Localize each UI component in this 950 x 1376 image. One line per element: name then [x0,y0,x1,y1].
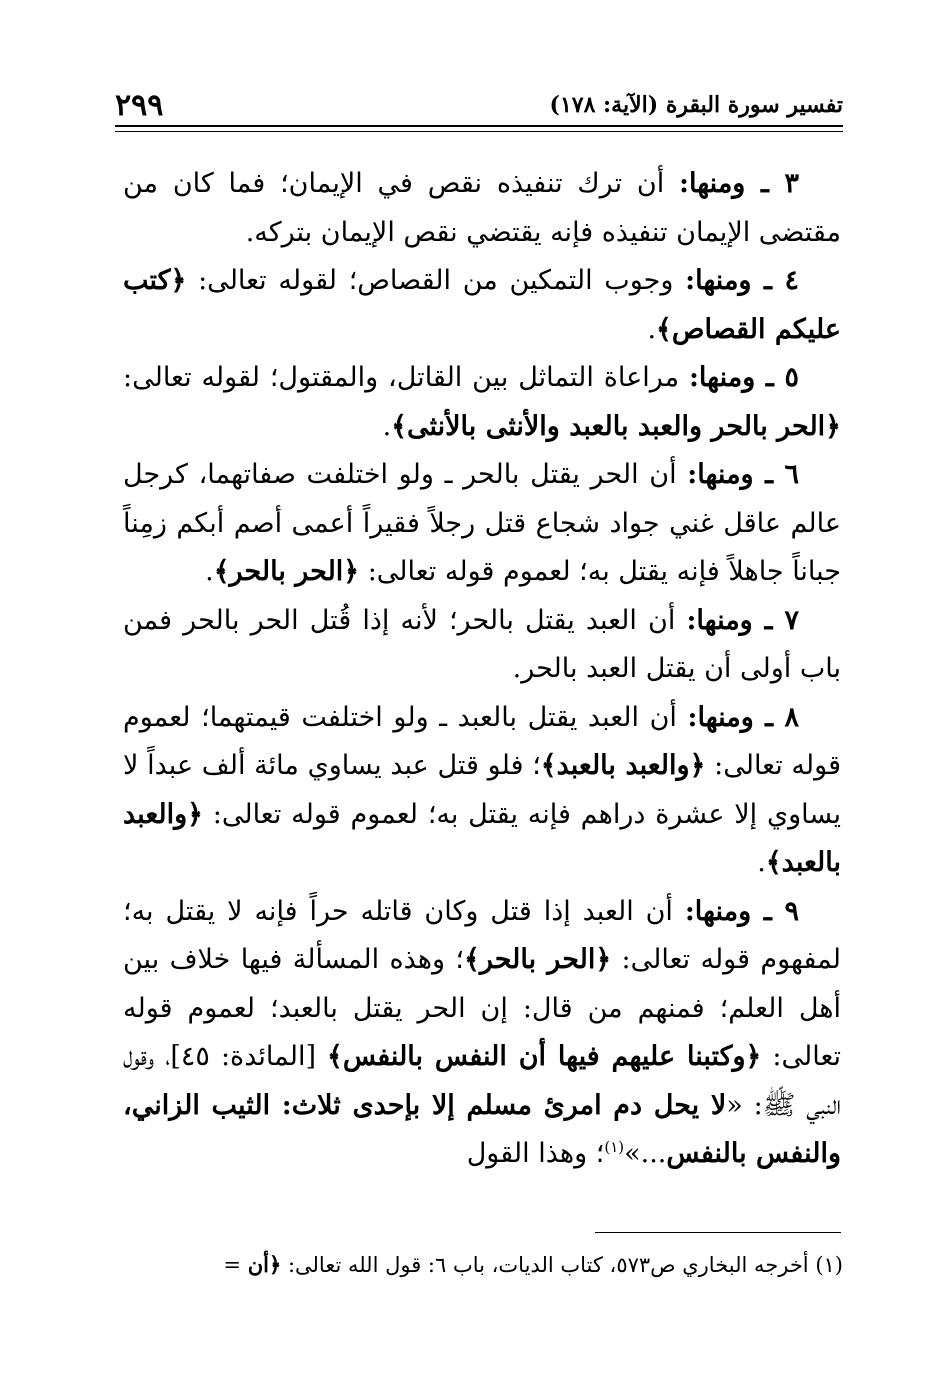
footnote-quote: ﴿أن [247,1252,282,1277]
paragraph-text: أن الحر يقتل بالحر ـ ولو اختلفت صفاتهما، كرجل عالم عاقل غني جواد شجاع قتل رجلاً فقيراً أعمى أصم أبكم زمِناً جباناً جاهلاً فإنه يقتل به؛ لعموم قوله تعالى: [123,459,841,587]
paragraph-lead: ٤ ـ ومنها: [685,265,799,296]
paragraph-text: أن ترك تنفيذه نقص في الإيمان؛ فما كان من مقتضى الإيمان تنفيذه فإنه يقتضي نقص الإيمان بتركه. [123,168,841,248]
paragraph-text: أن العبد يقتل بالعبد ـ ولو اختلفت قيمتهما؛ لعموم قوله تعالى: [123,701,841,781]
header-rule-thin [115,131,843,132]
page-header [115,88,843,124]
paragraph-text: ...» [624,1138,667,1169]
quran-quote: ﴿الحر بالحر﴾ [213,556,360,587]
paragraph-lead: ٥ ـ ومنها: [688,362,800,393]
header-rule [115,125,843,127]
footnote-ref[interactable]: (١) [604,1138,625,1156]
paragraph-lead: ٦ ـ ومنها: [687,459,799,490]
page-number: ٢٩٩ [115,88,164,123]
paragraph-4 [123,257,841,354]
paragraph-text: . [205,556,214,587]
paragraph-8 [123,694,841,888]
footnote-continuation: = [223,1253,248,1277]
paragraph-text: . [647,313,657,345]
running-title: تفسير سورة البقرة (الآية: ١٧٨) [549,92,843,118]
paragraph-6 [123,451,841,597]
quran-quote: ﴿الحر بالحر﴾ [464,944,612,975]
paragraph-text: ؛ وهذه المسألة فيها خلاف بين أهل العلم؛ فمنهم من قال: إن الحر يقتل بالعبد؛ لعموم قوله تعالى: [123,944,841,1072]
paragraph-text: ؛ وهذا القول [466,1138,605,1169]
paragraph-text: أن العبد إذا قتل وكان قاتله حراً فإنه لا يقتل به؛ لمفهوم قوله تعالى: [123,895,841,975]
paragraph-9 [123,888,841,1179]
paragraph-7 [123,597,841,694]
paragraph-text: أن العبد يقتل بالحر؛ لأنه إذا قُتل الحر بالحر فمن باب أولى أن يقتل العبد بالحر. [123,604,841,684]
paragraph-text: وجوب التمكين من القصاص؛ لقوله تعالى: [186,265,686,296]
footnote-text: (١) أخرجه البخاري ص٥٧٣، كتاب الديات، باب ٦: قول الله تعالى: [281,1253,843,1277]
paragraph-text: . [757,847,766,878]
paragraph-lead: ٧ ـ ومنها: [686,604,799,636]
paragraph-5 [123,354,841,451]
footnote [115,1248,843,1282]
quran-quote: ﴿وكتبنا عليهم فيها أن النفس بالنفس﴾ [327,1041,762,1072]
hadith-quote: لا يحل دم امرئ مسلم إلا بإحدى ثلاث: الثيب الزاني، والنفس بالنفس [123,1089,841,1169]
quran-quote: ﴿والعبد بالعبد﴾ [540,750,706,781]
paragraph-text: [المائدة: ٤٥]، وقول النبي ﷺ: « [123,1041,841,1121]
footnote-rule [595,1232,841,1233]
paragraph-text: . [382,410,392,442]
quran-quote: ﴿كتب عليكم القصاص﴾ [123,265,841,345]
paragraph-text: ؛ فلو قتل عبد يساوي مائة ألف عبداً لا يساوي إلا عشرة دراهم فإنه يقتل به؛ لعموم قوله تعالى: [123,750,841,830]
quran-quote: ﴿والعبد بالعبد﴾ [123,798,841,878]
quran-quote: ﴿الحر بالحر والعبد بالعبد والأنثى بالأنثى﴾ [391,410,841,442]
paragraph-lead: ٩ ـ ومنها: [684,895,799,927]
paragraph-3 [123,160,841,257]
body-text [123,160,841,1179]
paragraph-text: مراعاة التماثل بين القاتل، والمقتول؛ لقوله تعالى: [123,362,689,393]
paragraph-lead: ٨ ـ ومنها: [687,701,800,733]
paragraph-lead: ٣ ـ ومنها: [679,168,800,199]
